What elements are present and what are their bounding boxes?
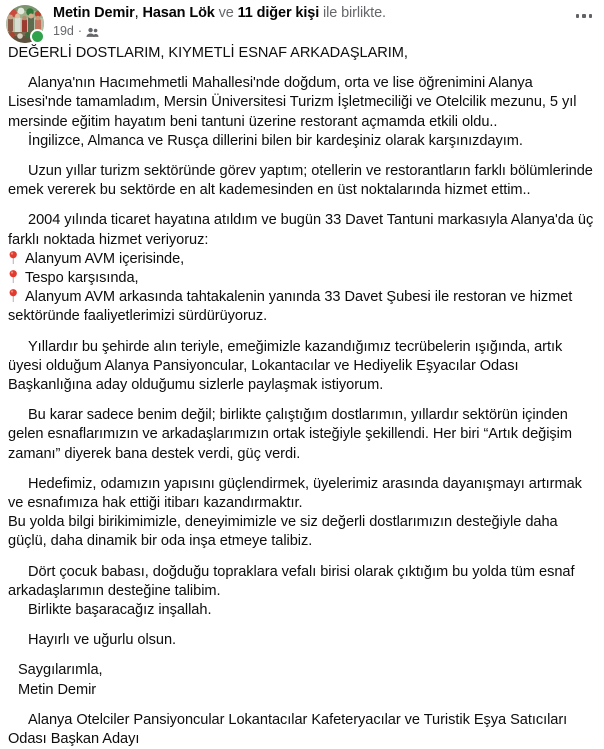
author-secondary-link[interactable]: Hasan Lök (142, 5, 215, 21)
author-primary-link[interactable]: Metin Demir (53, 5, 135, 21)
post-body (0, 44, 604, 749)
signature-line-1: Saygılarımla, (18, 662, 103, 679)
location-label: Tespo karşısında, (25, 270, 139, 287)
post-paragraph-5: Yıllardır bu şehirde alın teriyle, emeğimizle kazandığımız tecrübelerin ışığında, artık üyesi olduğum Alanya Pansiyoncular, Lokantacılar ve Hediyelik Eşyacılar Odası Başkanlığına aday olduğumu sizlerle paylaşmak istiyorum. (8, 338, 563, 394)
post-paragraph-10: Birlikte başaracağız inşallah. (28, 602, 212, 619)
menu-dot (589, 14, 593, 18)
post-paragraph-1: Alanya'nın Hacımehmetli Mahallesi'nde doğdum, orta ve lise öğrenimini Alanya Lisesi'nde tamamladım, Mersin Üniversitesi Turizm İşletmeciliği ve Otelcilik mezunu, 5 yıl mersinde eğitim hayatım beni tantuni üzerine restorant açmamda etkili oldu.. (8, 75, 577, 130)
post-paragraph-7: Hedefimiz, odamızın yapısını güçlendirmek, üyelerimiz arasında dayanışmayı artırmak ve esnafımıza hak ettiği itibarı kazandırmaktır. (8, 475, 582, 512)
post-paragraph-2: İngilizce, Almanca ve Rusça dillerini bilen bir kardeşiniz olarak karşınızdayım. (28, 132, 523, 149)
signature-line-2: Metin Demir (18, 681, 97, 698)
location-pin-icon (8, 270, 21, 289)
other-people-link[interactable]: 11 diğer kişi (237, 5, 320, 21)
post-header-text (53, 4, 596, 39)
post-paragraph-8: Bu yolda bilgi birikimimizle, deneyimimizle ve siz değerli dostlarımızın desteğiyle daha güçlü, daha dinamik bir oda inşa etmeye talibiz. (8, 514, 558, 550)
location-list-item (8, 288, 596, 326)
post-paragraph-6: Bu karar sadece benim değil; birlikte çalıştığım dostlarımın, yıllardır sektörün içinden gelen esnaflarımızın ve arkadaşlarımızın ortak isteğiyle şekillendi. Her biri “Artık değişim zamanı” diyerek bana destek verdi, güç verdi. (8, 407, 572, 462)
post-paragraph-3: Uzun yıllar turizm sektöründe görev yaptım; otellerin ve restorantların farklı bölümlerinde emek vererek bu sektörde en alt kademesinden en üst noktalarında hizmet ettim.. (8, 163, 593, 199)
location-list-item (8, 269, 596, 288)
location-label: Alanyum AVM içerisinde, (25, 250, 185, 267)
byline (53, 5, 596, 22)
post-paragraph-12: Alanya Otelciler Pansiyoncular Lokantacılar Kafeteryacılar ve Turistik Eşya Satıcıları Odası Başkan Adayı (8, 711, 568, 748)
menu-dot (576, 14, 580, 18)
location-pin-icon (8, 251, 21, 270)
location-label: Alanyum AVM arkasında tahtakalenin yanında 33 Davet Şubesi ile restoran ve hizmet sektöründe faaliyetlerimizi sürdürüyoruz. (8, 289, 573, 325)
post-paragraph-4: 2004 yılında ticaret hayatına atıldım ve bugün 33 Davet Tantuni markasıyla Alanya'da üç farklı noktada hizmet veriyoruz: (8, 212, 594, 248)
location-pin-icon (8, 289, 21, 308)
post-header (0, 0, 604, 44)
active-now-dot (30, 29, 45, 44)
menu-dot (582, 14, 586, 18)
more-options-icon[interactable] (576, 14, 593, 18)
byline-suffix: ile birlikte. (319, 5, 386, 21)
location-list-item (8, 250, 596, 269)
meta-separator: · (77, 24, 83, 39)
friends-icon[interactable] (86, 26, 99, 39)
post-paragraph-11: Hayırlı ve uğurlu olsun. (28, 632, 177, 649)
post-heading: DEĞERLİ DOSTLARIM, KIYMETLİ ESNAF ARKADAŞLARIM, (8, 45, 408, 61)
avatar[interactable] (6, 5, 44, 43)
post-timestamp[interactable]: 19d (53, 24, 74, 39)
post-paragraph-9: Dört çocuk babası, doğduğu topraklara vefalı birisi olarak çıktığım bu yolda tüm esnaf arkadaşlarımın desteğine talibim. (8, 563, 575, 599)
byline-comma: , (134, 5, 143, 21)
byline-conjunction: ve (214, 5, 238, 21)
post-meta (53, 24, 596, 39)
